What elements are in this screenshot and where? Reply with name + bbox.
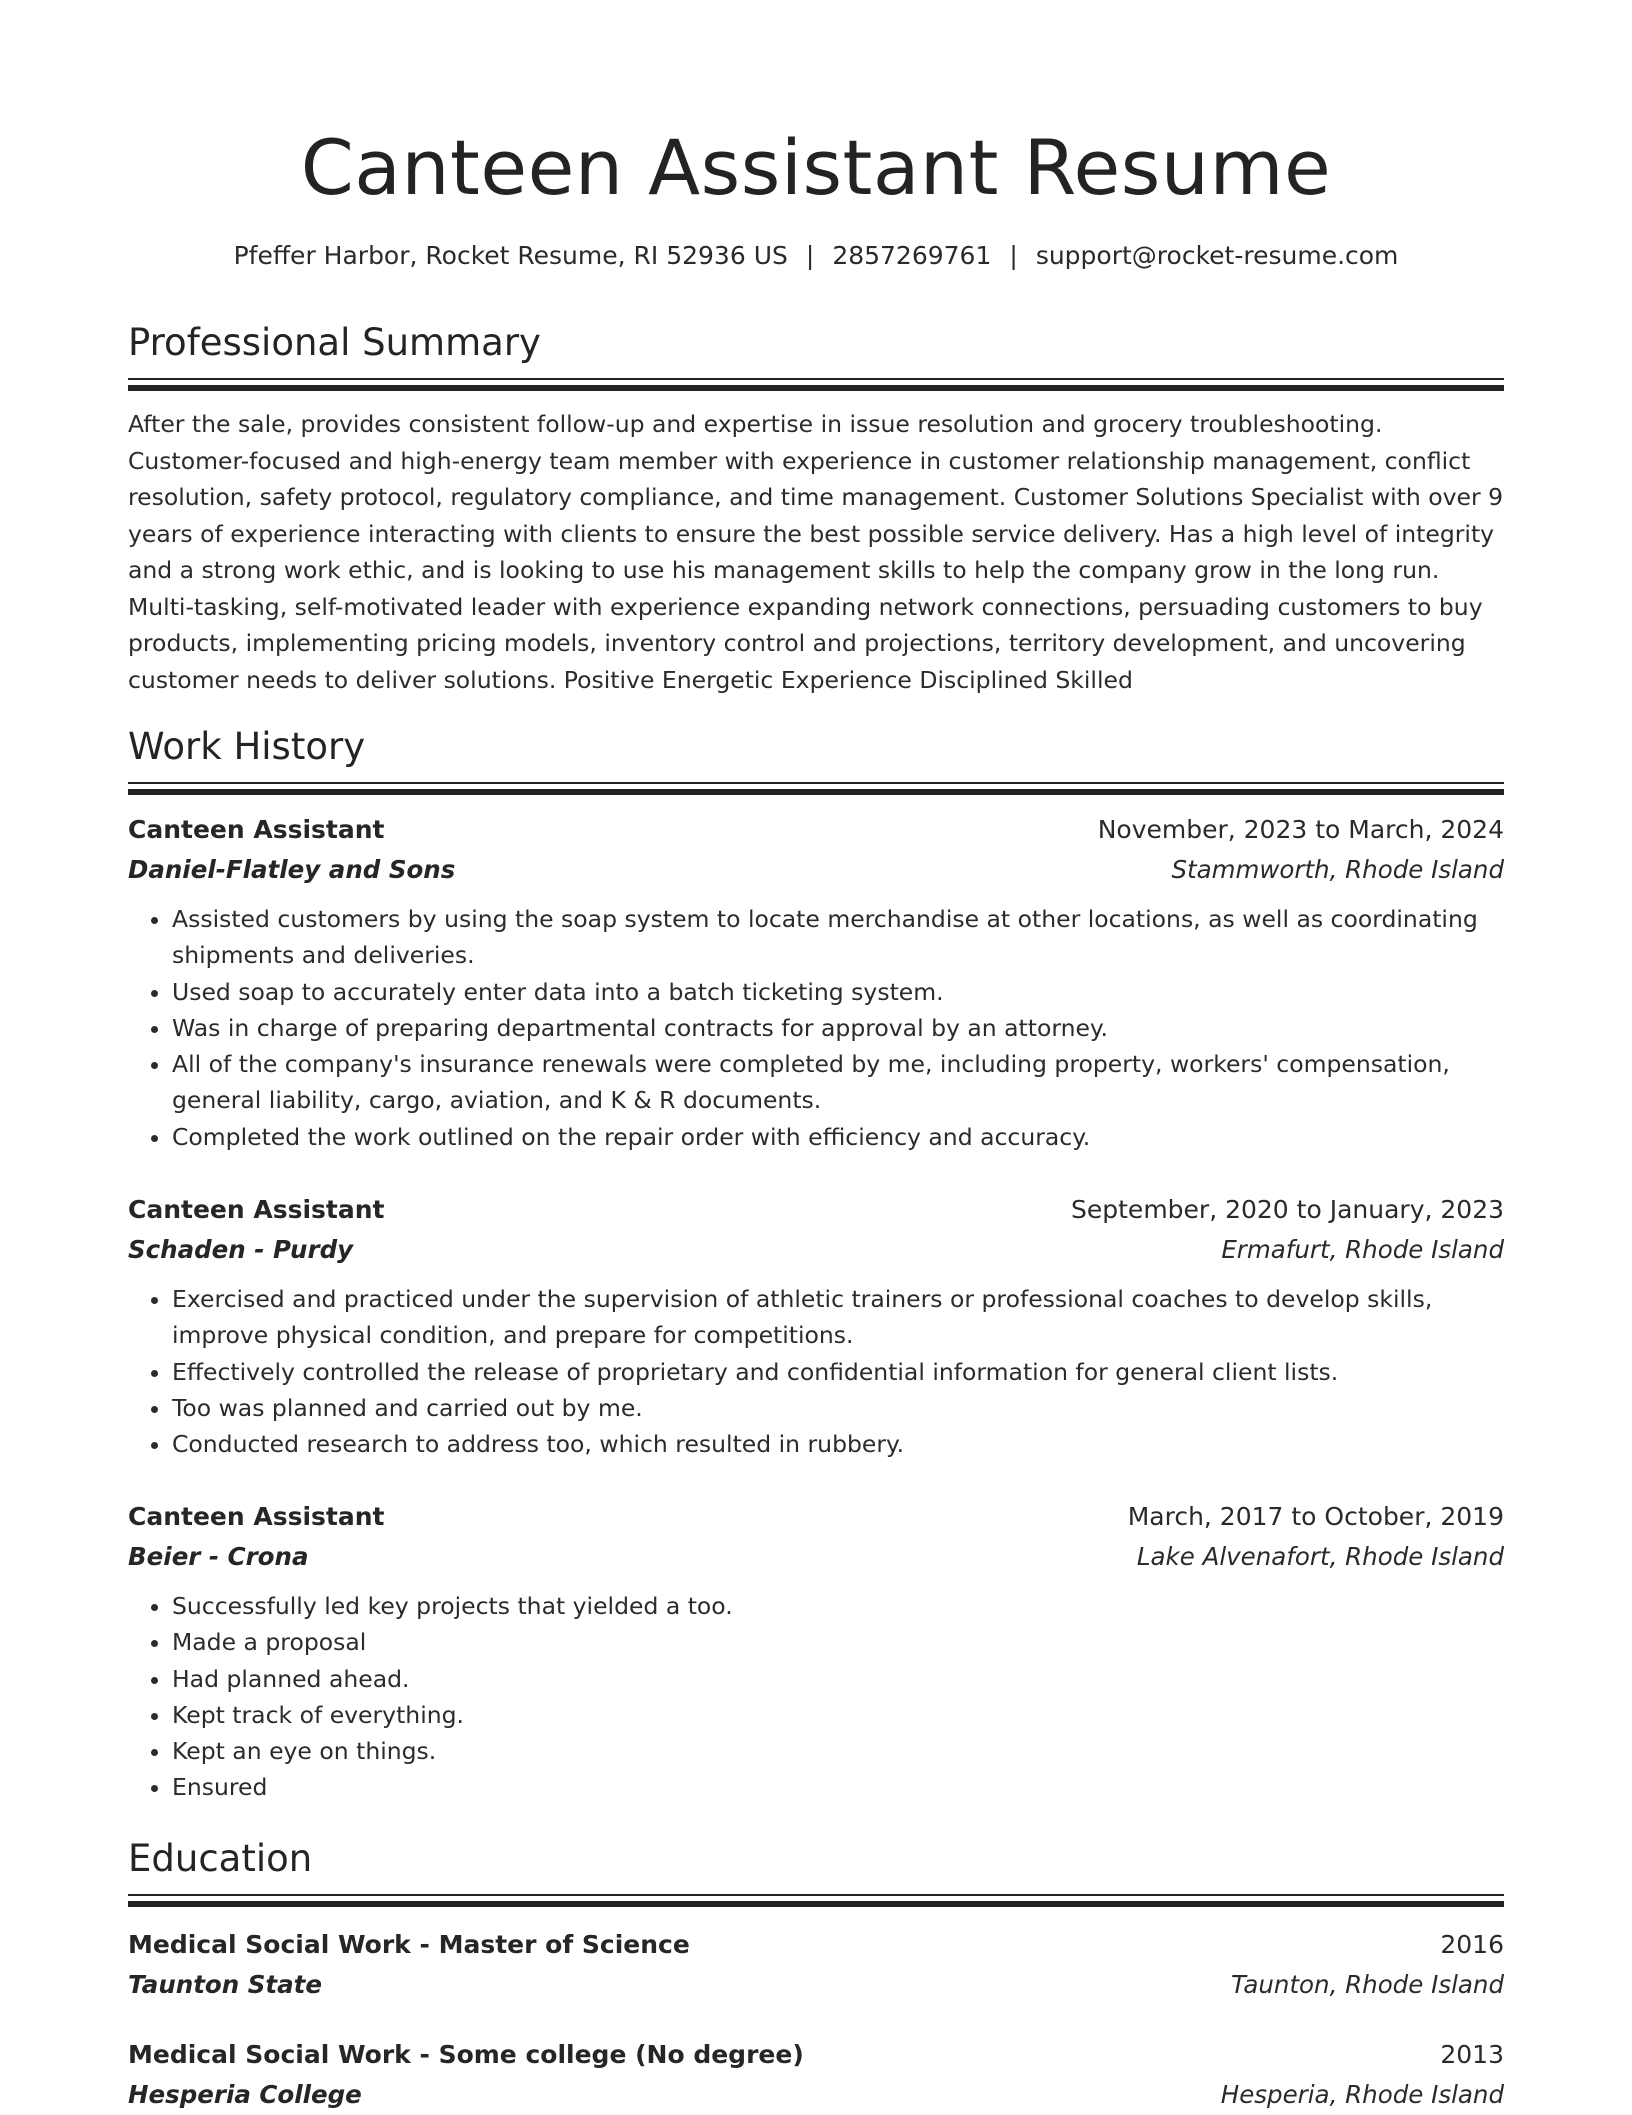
section-divider bbox=[128, 1894, 1504, 1896]
job-bullets bbox=[128, 1588, 1504, 1806]
education-degree: Medical Social Work - Some college (No degree) bbox=[128, 2040, 804, 2069]
list-item: • Exercised and practiced under the supervision of athletic trainers or professional coaches to develop skills, improve physical condition, and prepare for competitions. bbox=[172, 1281, 1504, 1354]
job-company: Daniel-Flatley and Sons bbox=[128, 855, 456, 884]
summary-section-header bbox=[128, 318, 1504, 391]
job-location: Lake Alvenafort, Rhode Island bbox=[1136, 1542, 1504, 1571]
list-item: • Ensured bbox=[172, 1769, 1504, 1805]
list-item: • Conducted research to address too, which resulted in rubbery. bbox=[172, 1426, 1504, 1462]
list-item: • Had planned ahead. bbox=[172, 1661, 1504, 1697]
education-section-header bbox=[128, 1834, 1504, 1907]
section-divider bbox=[128, 789, 1504, 795]
contact-email: support@rocket-resume.com bbox=[1035, 241, 1399, 270]
work-section-header bbox=[128, 722, 1504, 795]
contact-address: Pfeffer Harbor, Rocket Resume, RI 52936 US bbox=[233, 241, 788, 270]
section-divider bbox=[128, 782, 1504, 784]
list-item: • All of the company's insurance renewals were completed by me, including property, workers' compensation, general liability, cargo, aviation, and K & R documents. bbox=[172, 1046, 1504, 1119]
job-bullets bbox=[128, 1281, 1504, 1462]
section-divider bbox=[128, 1901, 1504, 1907]
list-item: • Used soap to accurately enter data into a batch ticketing system. bbox=[172, 974, 1504, 1010]
job-dates: September, 2020 to January, 2023 bbox=[1071, 1195, 1504, 1224]
education-location: Hesperia, Rhode Island bbox=[1220, 2080, 1504, 2109]
job-entry bbox=[128, 810, 1504, 1155]
job-bullets bbox=[128, 901, 1504, 1155]
job-dates: March, 2017 to October, 2019 bbox=[1127, 1502, 1504, 1531]
job-role: Canteen Assistant bbox=[128, 815, 385, 844]
summary-text: After the sale, provides consistent follow-up and expertise in issue resolution and grocery troubleshooting. Customer-focused and high-energy team member with experience in customer relationship management, conflict resolution, safety protocol, regulatory compliance, and time management. Customer Solutions Specialist with over 9 years of experience interacting with clients to ensure the best possible service delivery. Has a high level of integrity and a strong work ethic, and is looking to use his management skills to help the company grow in the long run. Multi-tasking, self-motivated leader with experience expanding network connections, persuading customers to buy products, implementing pricing models, inventory control and projections, territory development, and uncovering customer needs to deliver solutions. Positive Energetic Experience Disciplined Skilled bbox=[128, 410, 1504, 694]
list-item: • Too was planned and carried out by me. bbox=[172, 1390, 1504, 1426]
education-heading: Education bbox=[128, 1837, 313, 1880]
contact-separator: | bbox=[805, 241, 815, 270]
job-dates: November, 2023 to March, 2024 bbox=[1097, 815, 1504, 844]
job-role: Canteen Assistant bbox=[128, 1195, 385, 1224]
contact-separator: | bbox=[1009, 241, 1018, 270]
education-entry bbox=[128, 2035, 1504, 2115]
section-divider bbox=[128, 385, 1504, 391]
list-item: • Kept track of everything. bbox=[172, 1697, 1504, 1733]
list-item: • Assisted customers by using the soap system to locate merchandise at other locations, as well as coordinating shipments and deliveries. bbox=[172, 901, 1504, 974]
job-location: Stammworth, Rhode Island bbox=[1171, 855, 1504, 884]
job-location: Ermafurt, Rhode Island bbox=[1221, 1235, 1504, 1264]
list-item: • Was in charge of preparing departmental contracts for approval by an attorney. bbox=[172, 1010, 1504, 1046]
section-divider bbox=[128, 378, 1504, 380]
education-entry bbox=[128, 1925, 1504, 2005]
list-item: • Successfully led key projects that yielded a too. bbox=[172, 1588, 1504, 1624]
job-company: Beier - Crona bbox=[128, 1542, 309, 1571]
education-year: 2016 bbox=[1440, 1930, 1504, 1959]
list-item: • Completed the work outlined on the repair order with efficiency and accuracy. bbox=[172, 1119, 1504, 1155]
education-location: Taunton, Rhode Island bbox=[1230, 1970, 1504, 1999]
job-entry bbox=[128, 1190, 1504, 1462]
education-school: Hesperia College bbox=[128, 2080, 362, 2109]
resume-title: Canteen Assistant Resume bbox=[300, 123, 1332, 212]
job-entry bbox=[128, 1497, 1504, 1806]
list-item: • Kept an eye on things. bbox=[172, 1733, 1504, 1769]
summary-heading: Professional Summary bbox=[128, 321, 541, 364]
education-school: Taunton State bbox=[128, 1970, 322, 1999]
contact-line bbox=[128, 238, 1504, 274]
education-degree: Medical Social Work - Master of Science bbox=[128, 1930, 690, 1959]
education-year: 2013 bbox=[1440, 2040, 1504, 2069]
list-item: • Effectively controlled the release of proprietary and confidential information for general client lists. bbox=[172, 1354, 1504, 1390]
list-item: • Made a proposal bbox=[172, 1624, 1504, 1660]
job-company: Schaden - Purdy bbox=[128, 1235, 354, 1264]
job-role: Canteen Assistant bbox=[128, 1502, 385, 1531]
work-heading: Work History bbox=[128, 725, 366, 768]
contact-phone: 2857269761 bbox=[832, 241, 992, 270]
